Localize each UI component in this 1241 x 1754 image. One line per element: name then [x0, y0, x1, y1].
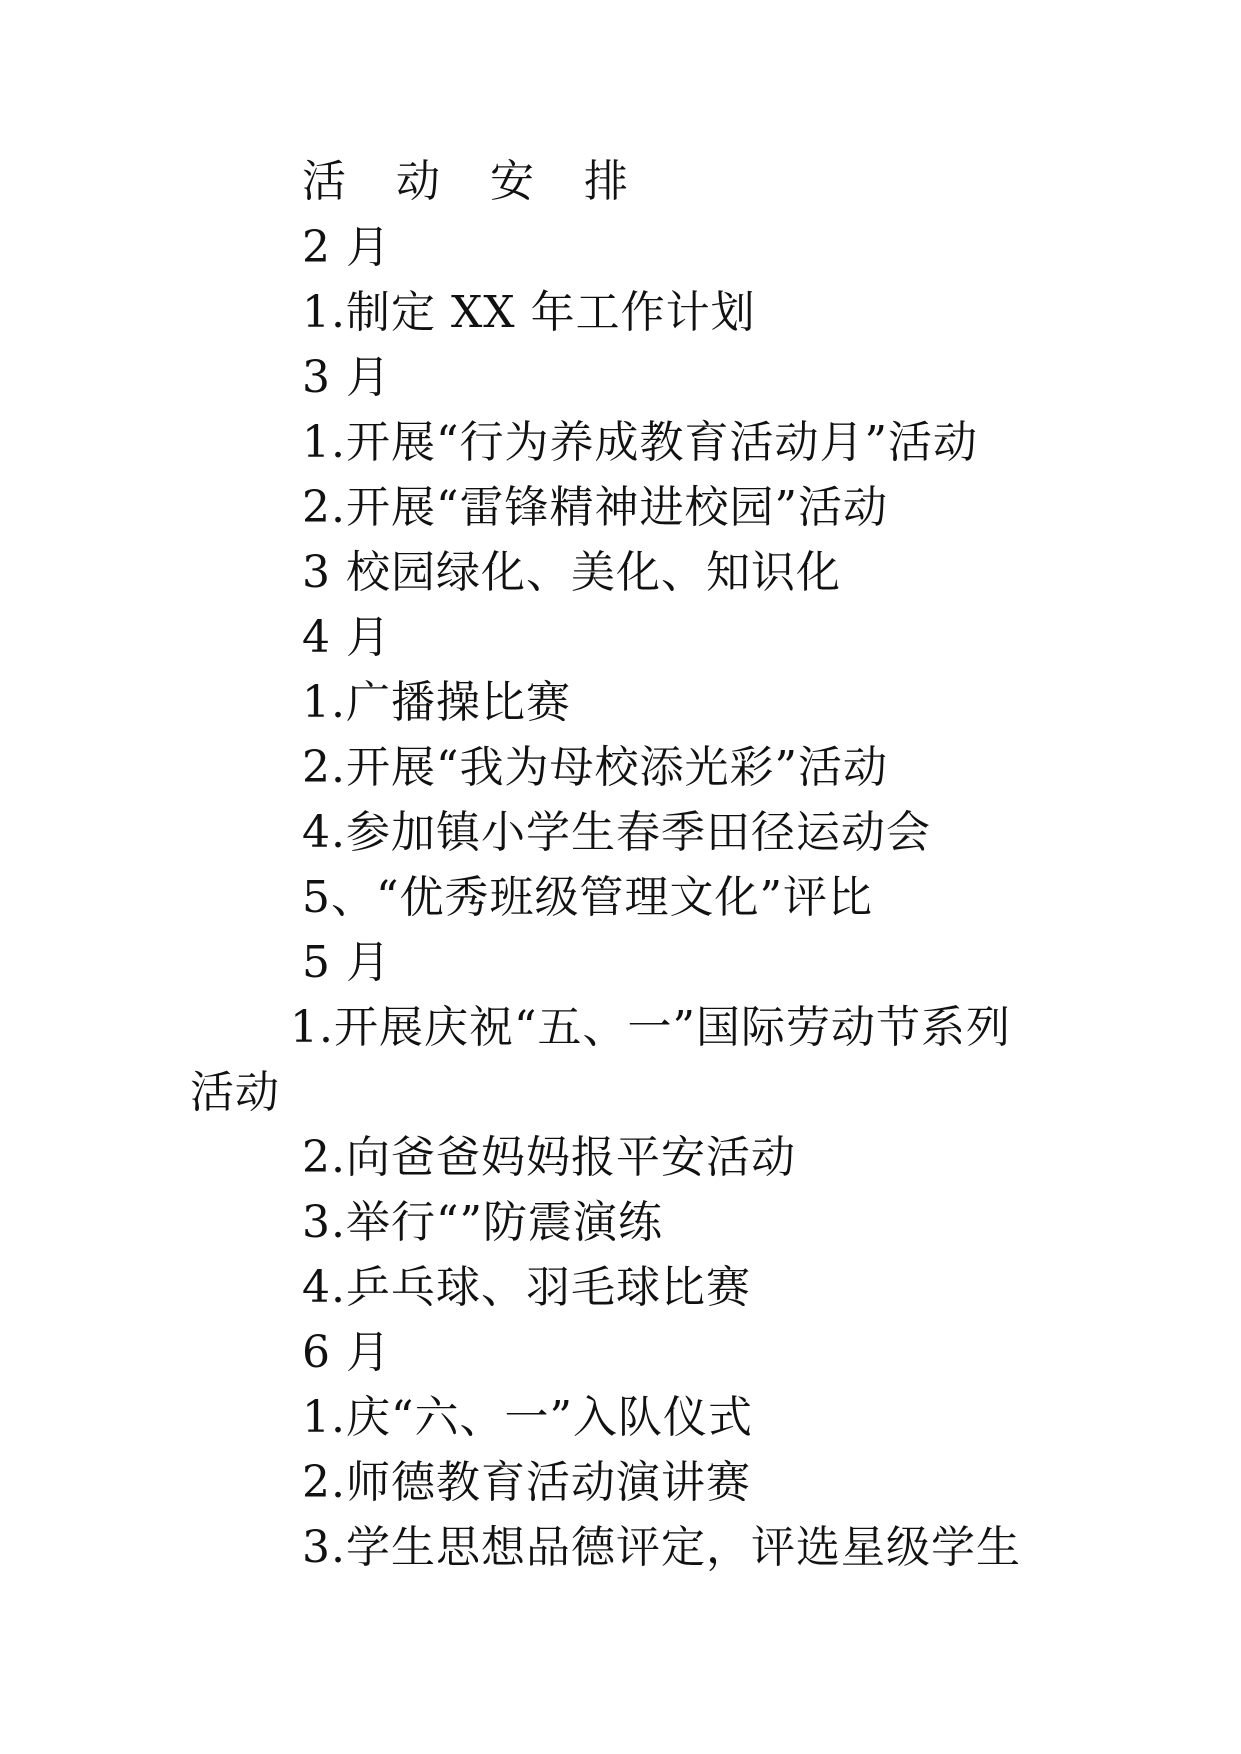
list-item: 4.乒乓球、羽毛球比赛: [302, 1262, 751, 1313]
list-item-continuation: 活动: [190, 1067, 280, 1118]
list-item: 2.开展“我为母校添光彩”活动: [302, 742, 888, 793]
list-item: 1.庆“六、一”入队仪式: [302, 1392, 753, 1443]
list-item: 3.学生思想品德评定，评选星级学生: [302, 1522, 1021, 1573]
document-title: 活 动 安 排: [302, 156, 646, 207]
month-heading-may: 5 月: [302, 937, 391, 988]
list-item: 1.广播操比赛: [302, 677, 571, 728]
list-item: 1.开展“行为养成教育活动月”活动: [302, 417, 978, 468]
list-item: 3.举行“”防震演练: [302, 1197, 663, 1248]
list-item: 5、“优秀班级管理文化”评比: [302, 872, 873, 923]
list-item: 1.制定 XX 年工作计划: [302, 287, 756, 338]
month-heading-feb: 2 月: [302, 222, 391, 273]
month-heading-jun: 6 月: [302, 1327, 391, 1378]
month-heading-mar: 3 月: [302, 352, 391, 403]
month-heading-apr: 4 月: [302, 612, 391, 663]
list-item: 2.师德教育活动演讲赛: [302, 1457, 751, 1508]
list-item: 2.开展“雷锋精神进校园”活动: [302, 482, 888, 533]
list-item: 1.开展庆祝“五、一”国际劳动节系列: [290, 1002, 1011, 1053]
list-item: 2.向爸爸妈妈报平安活动: [302, 1132, 796, 1183]
list-item: 3 校园绿化、美化、知识化: [302, 547, 841, 598]
list-item: 4.参加镇小学生春季田径运动会: [302, 807, 931, 858]
